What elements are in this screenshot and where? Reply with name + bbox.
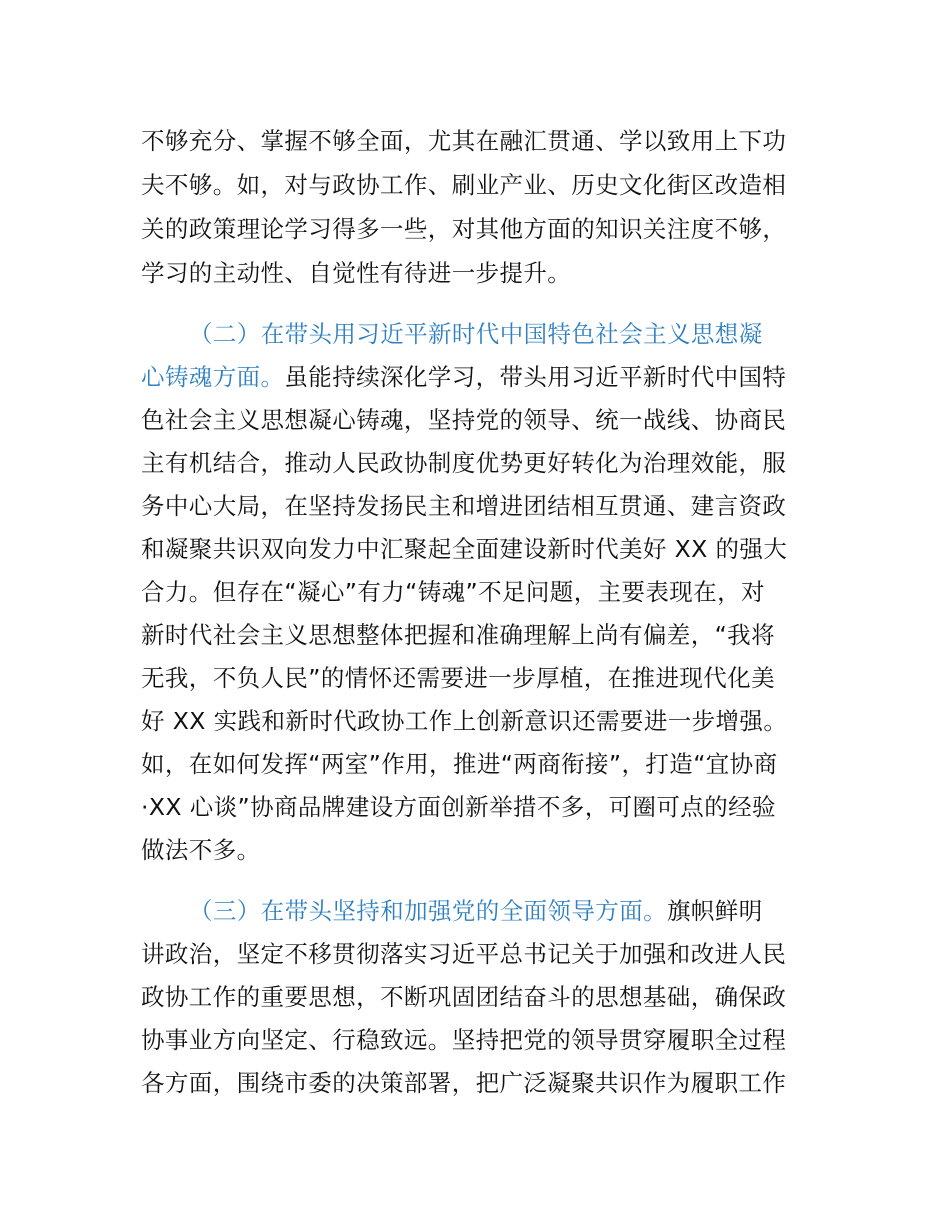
body-text: ·XX 心谈”协商品牌建设方面创新举措不多，可圈可点的经验 [141, 793, 776, 821]
section-heading: （三）在带头坚持和加强党的全面领导方面。 [189, 897, 667, 925]
text-line [141, 934, 821, 974]
text-line [141, 400, 821, 440]
body-text: 旗帜鲜明 [667, 897, 763, 925]
text-line [141, 1063, 821, 1103]
text-line [141, 209, 821, 249]
section-heading: 心铸魂方面。 [141, 363, 285, 391]
body-text: 好 XX 实践和新时代政协工作上创新意识还需要进一步增强。 [141, 707, 788, 735]
body-text: 无我，不负人民”的情怀还需要进一步厚植，在推进现代化美 [141, 664, 775, 692]
text-line [141, 977, 821, 1017]
body-text: 关的政策理论学习得多一些，对其他方面的知识关注度不够， [141, 215, 787, 243]
text-line [141, 253, 821, 293]
text-line [141, 615, 821, 655]
text-line [189, 314, 869, 354]
text-line [141, 572, 821, 612]
body-text: 色社会主义思想凝心铸魂，坚持党的领导、统一战线、协商民 [141, 406, 787, 434]
text-line [141, 486, 821, 526]
body-text: 务中心大局，在坚持发扬民主和增进团结相互贯通、建言资政 [141, 492, 787, 520]
text-line [141, 1020, 821, 1060]
section-heading: （二）在带头用习近平新时代中国特色社会主义思想凝 [189, 320, 763, 348]
text-line [141, 529, 821, 569]
body-text: 如，在如何发挥“两室”作用，推进“两商衔接”，打造“宜协商 [141, 750, 778, 778]
text-line [141, 701, 821, 741]
body-text: 做法不多。 [141, 836, 261, 864]
body-text: 协事业方向坚定、行稳致远。坚持把党的领导贯穿履职全过程 [141, 1026, 787, 1054]
body-text: 夫不够。如，对与政协工作、刷业产业、历史文化街区改造相 [141, 171, 787, 199]
text-line [141, 121, 821, 161]
body-text: 合力。但存在“凝心”有力“铸魂”不足问题，主要表现在，对 [141, 578, 765, 606]
body-text: 学习的主动性、自觉性有待进一步提升。 [141, 259, 572, 287]
body-text: 政协工作的重要思想，不断巩固团结奋斗的思想基础，确保政 [141, 983, 787, 1011]
body-text: 各方面，围绕市委的决策部署，把广泛凝聚共识作为履职工作 [141, 1069, 787, 1097]
body-text: 不够充分、掌握不够全面，尤其在融汇贯通、学以致用上下功 [141, 127, 787, 155]
body-text: 新时代社会主义思想整体把握和准确理解上尚有偏差，“我将 [141, 621, 775, 649]
text-line [141, 357, 821, 397]
body-text: 主有机结合，推动人民政协制度优势更好转化为治理效能，服 [141, 449, 787, 477]
text-line [141, 830, 821, 870]
text-line [141, 443, 821, 483]
text-line [189, 891, 869, 931]
text-line [141, 787, 821, 827]
text-line [141, 744, 821, 784]
body-text: 虽能持续深化学习，带头用习近平新时代中国特 [284, 363, 787, 391]
body-text: 和凝聚共识双向发力中汇聚起全面建设新时代美好 XX 的强大 [141, 535, 788, 563]
text-line [141, 165, 821, 205]
text-line [141, 658, 821, 698]
body-text: 讲政治，坚定不移贯彻落实习近平总书记关于加强和改进人民 [141, 940, 787, 968]
